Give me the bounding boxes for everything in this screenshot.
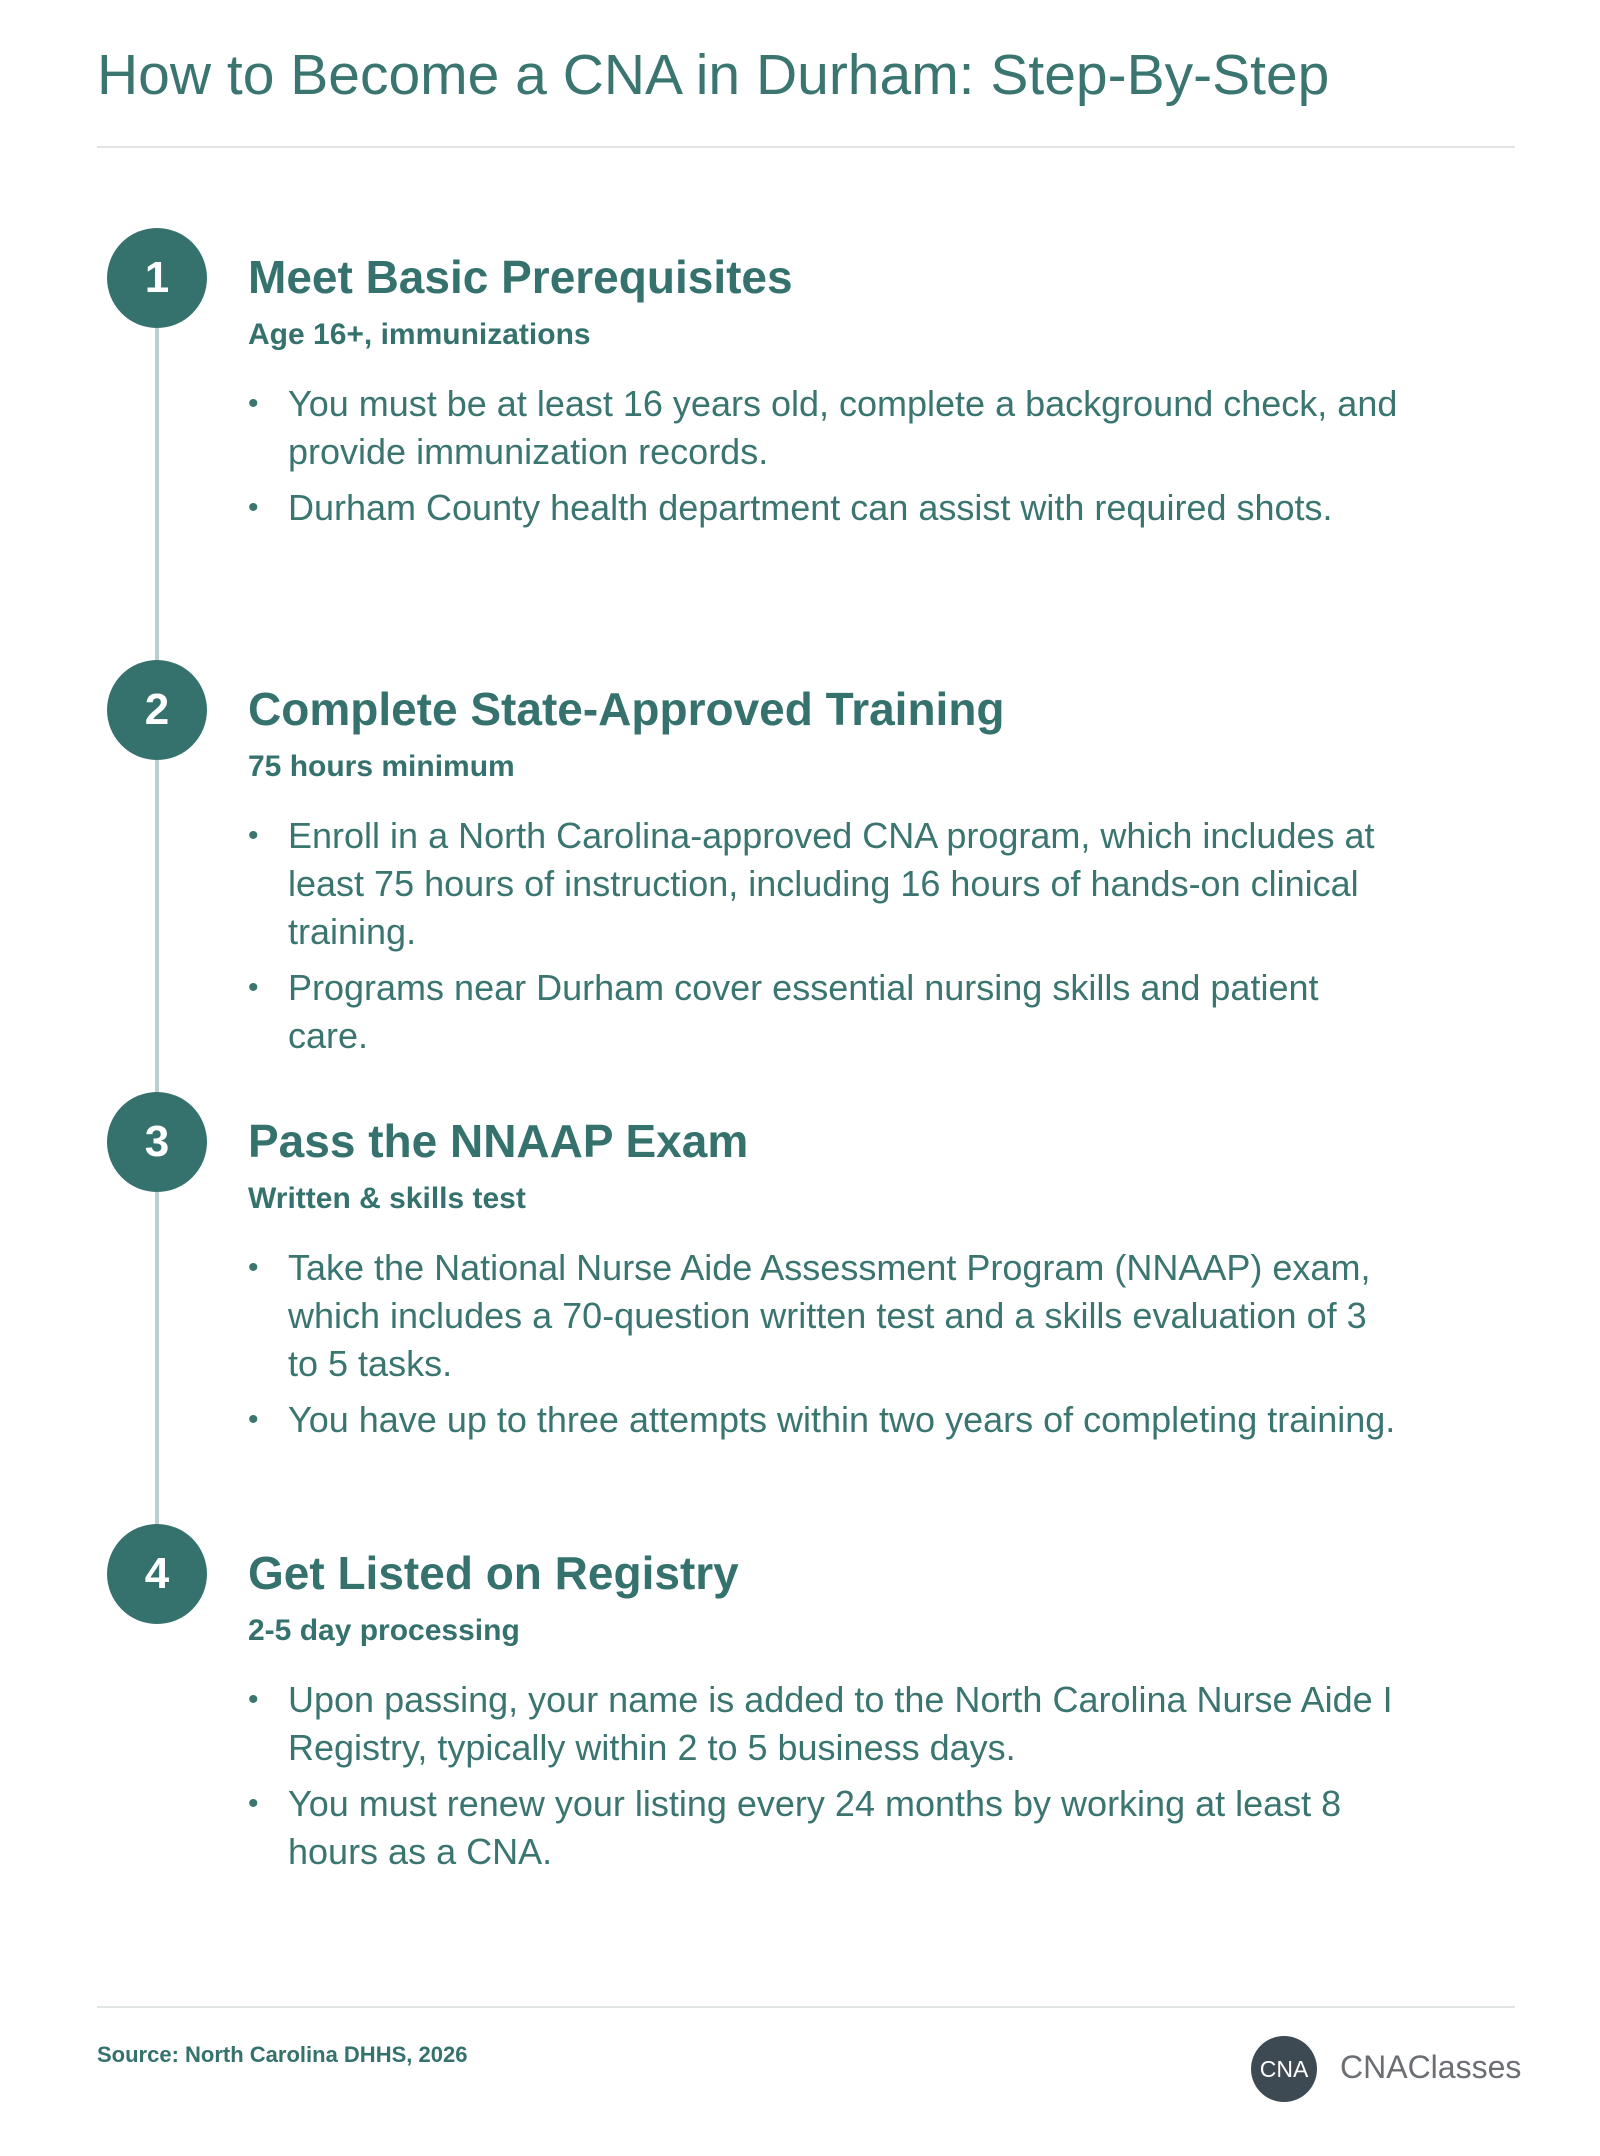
step-number-badge: 2 — [107, 660, 207, 760]
bullet-item — [248, 1676, 1398, 1772]
bullet-text: Enroll in a North Carolina-approved CNA program, which includes at least 75 hours of instruction, including 16 hours of hands-on clinical training. — [288, 815, 1375, 952]
bullet-text: Upon passing, your name is added to the North Carolina Nurse Aide I Registry, typically within 2 to 5 business days. — [288, 1679, 1393, 1768]
step-subtitle: Written & skills test — [248, 1182, 526, 1215]
step-subtitle: 75 hours minimum — [248, 750, 515, 783]
bullet-item — [248, 812, 1398, 956]
bullet-item — [248, 1244, 1398, 1388]
bullet-dot-icon: • — [248, 387, 259, 420]
bullet-dot-icon: • — [248, 491, 259, 524]
step-title: Pass the NNAAP Exam — [248, 1115, 749, 1167]
bullet-text: Programs near Durham cover essential nursing skills and patient care. — [288, 967, 1319, 1056]
step-title: Complete State-Approved Training — [248, 683, 1005, 735]
step-subtitle: 2-5 day processing — [248, 1614, 520, 1647]
step-number-badge: 3 — [107, 1092, 207, 1192]
top-divider — [97, 146, 1515, 148]
bullet-item — [248, 1780, 1398, 1876]
bullet-text: You have up to three attempts within two years of completing training. — [288, 1399, 1396, 1440]
bullet-dot-icon: • — [248, 1683, 259, 1716]
bullet-item — [248, 380, 1398, 476]
step-bullet-list — [248, 380, 1398, 540]
bullet-item — [248, 964, 1398, 1060]
bullet-text: You must renew your listing every 24 months by working at least 8 hours as a CNA. — [288, 1783, 1342, 1872]
brand-logo: CNA — [1251, 2036, 1317, 2102]
step-title: Get Listed on Registry — [248, 1547, 739, 1599]
bullet-text: You must be at least 16 years old, complete a background check, and provide immunization records. — [288, 383, 1398, 472]
step-number-badge: 1 — [107, 228, 207, 328]
bullet-item — [248, 1396, 1398, 1444]
bottom-divider — [97, 2006, 1515, 2008]
bullet-dot-icon: • — [248, 1403, 259, 1436]
step-bullet-list — [248, 1676, 1398, 1884]
bullet-dot-icon: • — [248, 971, 259, 1004]
step-title: Meet Basic Prerequisites — [248, 251, 793, 303]
step-bullet-list — [248, 1244, 1398, 1452]
timeline-connector — [155, 260, 159, 1560]
bullet-dot-icon: • — [248, 1251, 259, 1284]
bullet-text: Durham County health department can assist with required shots. — [288, 487, 1333, 528]
page-title: How to Become a CNA in Durham: Step-By-Step — [97, 43, 1330, 107]
brand-name: CNAClasses — [1340, 2049, 1522, 2085]
step-subtitle: Age 16+, immunizations — [248, 318, 591, 351]
source-note: Source: North Carolina DHHS, 2026 — [97, 2042, 468, 2067]
step-number-badge: 4 — [107, 1524, 207, 1624]
bullet-dot-icon: • — [248, 819, 259, 852]
step-bullet-list — [248, 812, 1398, 1068]
bullet-item — [248, 484, 1398, 532]
bullet-dot-icon: • — [248, 1787, 259, 1820]
bullet-text: Take the National Nurse Aide Assessment Program (NNAAP) exam, which includes a 70-question written test and a skills evaluation of 3 to 5 tasks. — [288, 1247, 1371, 1384]
